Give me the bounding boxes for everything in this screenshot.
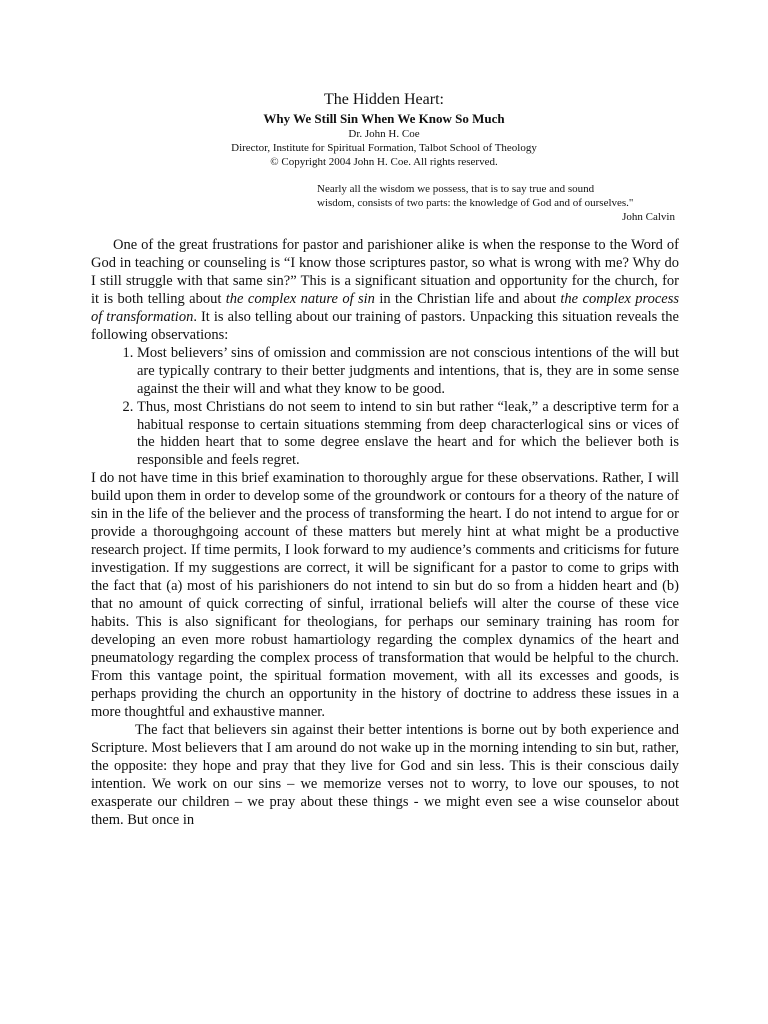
paragraph-experience: The fact that believers sin against their better intentions is borne out by both experience and Scripture. Most believers that I am around do not wake up in the morning intending to sin but, rather, the opposite: they hope and pray that they live for God and sin less. This is their conscious daily intention. We work on our sins – we memorize verses not to worry, to love our spouses, to not exasperate our children – we pray about these things - we might even see a wise counselor about them. But once in — [91, 721, 679, 828]
emphasis-text: the complex process of transformation — [91, 290, 679, 325]
paragraph-text: One of the great frustrations for pastor and parishioner alike is when the response to the Word of God in teaching or counseling is “I know those scriptures pastor, so what is wrong with me? Why do I still struggle with that same sin?” This is a significant situation and opportunity for the church, for it is both telling about — [91, 237, 679, 307]
author-name: Dr. John H. Coe — [348, 128, 420, 140]
paragraph-argument: I do not have time in this brief examination to thoroughly argue for these observations. Rather, I will build upon them in order to develop some of the groundwork or contours for a theory of the nature of sin in the life of the believer and the process of transforming the heart. I do not intend to argue for or provide a thoroughgoing account of these matters but merely hint at what might be a productive research project. If time permits, I look forward to my audience’s comments and criticisms for future investigation. If my suggestions are correct, it will be significant for a pastor to come to grips with the fact that (a) most of his parishioners do not intend to sin but do so from a hidden heart and (b) that no amount of quick correcting of sinful, irrational beliefs will alter the course of these vice habits. This is also significant for theologians, for perhaps our seminary training has room for developing an even more robust hamartiology regarding the complex dynamics of the heart and pneumatology regarding the complex process of transformation that would be helpful to the church. From this vantage point, the spiritual formation movement, with all its excesses and goods, is perhaps providing the church an opportunity in the history of doctrine to address these issues in a more thoughtful and exhaustive manner. — [91, 470, 679, 720]
emphasis-text: the complex nature of sin — [225, 290, 375, 307]
author-affiliation: Director, Institute for Spiritual Formation, Talbot School of Theology — [231, 142, 537, 154]
document-body — [91, 237, 679, 829]
list-item: 2. Thus, most Christians do not seem to intend to sin but rather “leak,” a descriptive term for a habitual response to certain situations stemming from deep characterlogical sins or vices of the hidden heart that to some degree enslave the heart and for which the believer both is responsible and feels regret. — [137, 399, 679, 471]
document-header — [0, 90, 768, 169]
paragraph-text: . It is also telling about our training of pastors. Unpacking this situation reveals the following observations: — [91, 308, 679, 343]
paragraph-intro — [91, 237, 679, 345]
epigraph-line: Nearly all the wisdom we possess, that is to say true and sound — [317, 183, 595, 195]
list-item: 1. Most believers’ sins of omission and commission are not conscious intentions of the will but are typically contrary to their better judgments and intentions, that is, they are in some sense against the their will and what they know to be good. — [137, 345, 679, 399]
document-subtitle: Why We Still Sin When We Know So Much — [263, 111, 505, 126]
epigraph-author: John Calvin — [622, 211, 675, 223]
epigraph-line: wisdom, consists of two parts: the knowledge of God and of ourselves." — [317, 197, 634, 209]
copyright-notice: © Copyright 2004 John H. Coe. All rights reserved. — [270, 156, 498, 168]
observations-list — [91, 345, 679, 471]
paragraph-text: in the Christian life and about — [374, 290, 561, 307]
epigraph — [317, 182, 697, 224]
document-title: The Hidden Heart: — [324, 91, 444, 108]
